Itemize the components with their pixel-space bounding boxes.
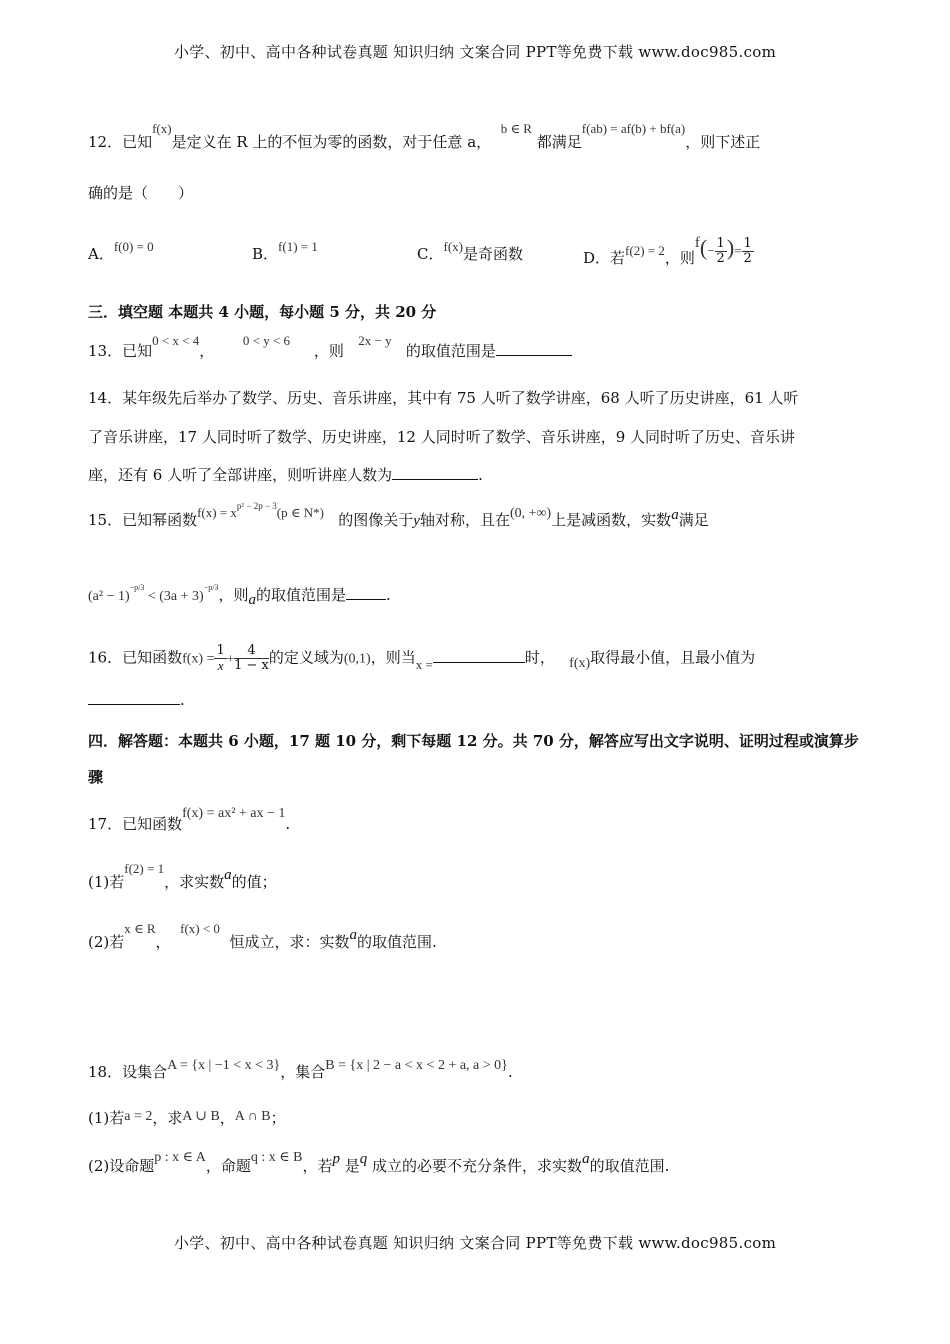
section-4-heading: 四．解答题：本题共 6 小题，17 题 10 分，剩下每题 12 分。共 70 分，解答应写出文字说明、证明过程或演算步 (88, 732, 859, 750)
question-12-line2: 确的是（ ） (88, 184, 194, 202)
section-4-heading-cont: 骤 (88, 768, 104, 786)
answer-blank[interactable] (392, 465, 478, 480)
question-15-line1: 15．已知幂函数$f(x) = x^{p^2 - 2p - 3}(p$ ∈ N*) 的图像关于y轴对称，且在(0, +∞)上是减函数，实数a满足 (88, 501, 709, 529)
question-12-option-c: C．f(x)是奇函数 (417, 239, 523, 263)
question-17-part-2: (2)若x ∈ R， f(x) < 0 恒成立，求：实数a的取值范围. (88, 921, 437, 951)
question-12-line1: 12．已知f(x)是定义在 R 上的不恒为零的函数，对于任意 a， b ∈ R 都满足f(ab) = af(b) + bf(a)，则下述正 (88, 121, 761, 151)
question-17-part-1: (1)若f(2) = 1，求实数a的值； (88, 861, 277, 891)
question-18: 18．设集合A = {x | −1 < x < 3}，集合B = {x | 2 − a < x < 2 + a, a > 0}. (88, 1058, 513, 1081)
math-fx: f(x) (152, 121, 172, 136)
answer-blank[interactable] (496, 341, 572, 356)
question-14-line1: 14．某年级先后举办了数学、历史、音乐讲座，其中有 75 人听了数学讲座，68 人听了历史讲座，61 人听 (88, 389, 799, 407)
question-12-option-b: B．f(1) = 1 (252, 239, 318, 263)
question-13: 13．已知0 < x < 4， 0 < y < 6 ，则 2x − y 的取值范围是 (88, 340, 572, 361)
question-14-line2: 了音乐讲座，17 人同时听了数学、历史讲座，12 人同时听了数学、音乐讲座，9 人同时听了历史、音乐讲 (88, 428, 796, 446)
question-15-line2: $(a^2 - 1)^{-p/3} < (3a + 3)^{-p/3}$，则a的取值范围是 . (88, 583, 391, 608)
question-12-option-d: D．若f(2) = 2，则f(− $\frac{1}{2}$ )= $\frac{1}{2}$ (583, 235, 752, 267)
question-18-part-2: (2)设命题p : x ∈ A，命题q : x ∈ B，若p 是q 成立的必要不充分条件，求实数a的取值范围. (88, 1150, 670, 1175)
question-17: 17．已知函数f(x) = ax² + ax − 1. (88, 806, 291, 833)
question-18-part-1: (1)若a = 2，求A ∪ B，A ∩ B； (88, 1109, 286, 1127)
answer-blank[interactable] (433, 648, 525, 663)
answer-blank[interactable] (346, 585, 386, 600)
page-footer: 小学、初中、高中各种试卷真题 知识归纳 文案合同 PPT等免费下载 www.doc985.com (173, 1234, 777, 1252)
question-16-line2: . (88, 690, 185, 709)
question-12-option-a: A．f(0) = 0 (88, 239, 154, 263)
math-functional-equation: f(ab) = af(b) + bf(a) (581, 121, 686, 136)
page-header: 小学、初中、高中各种试卷真题 知识归纳 文案合同 PPT等免费下载 www.doc985.com (173, 43, 777, 61)
question-16-line1: 16．已知函数f(x) = $\frac{1}{x}$ + $\frac{4}{1 - x}$ 的定义域为(0,1)，则当x = 时， f(x)取得最小值，且最小值为 (88, 643, 756, 673)
question-14-line3: 座，还有 6 人听了全部讲座，则听讲座人数为 . (88, 466, 483, 484)
math-b-in-R: b ∈ R (500, 121, 532, 136)
section-3-heading: 三．填空题 本题共 4 小题，每小题 5 分，共 20 分 (88, 303, 437, 321)
answer-blank[interactable] (88, 690, 180, 705)
